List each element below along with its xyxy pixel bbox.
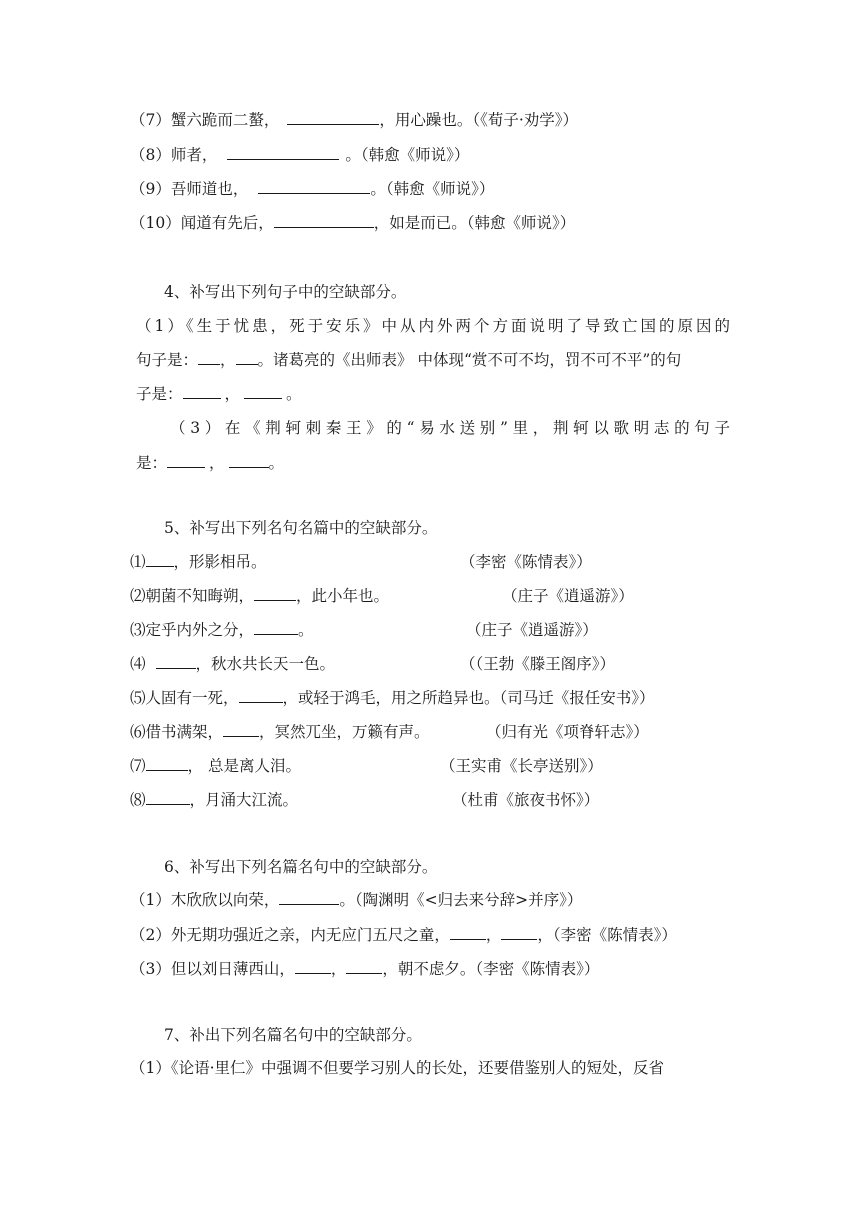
- s5-item-6: ⑹借书满架， ，冥然兀坐，万籁有声。: [130, 723, 430, 741]
- s5-item-1: ⑴ ，形影相吊。: [130, 553, 267, 571]
- blank[interactable]: [287, 109, 379, 125]
- s4-p1-line2: 句子是： ， 。诸葛亮的《出师表》 中体现“赏不可不均，罚不可不平”的句: [136, 351, 682, 369]
- s5-item-7: ⑺ ， 总是离人泪。: [130, 757, 301, 775]
- s5-item-8: ⑻ ，月涌大江流。: [130, 791, 299, 809]
- blank[interactable]: [146, 755, 188, 771]
- s4-p3-line1: （3）在《荆轲刺秦王》的“易水送别”里，荆轲以歌明志的句子: [170, 419, 730, 437]
- blank[interactable]: [346, 958, 382, 974]
- blank[interactable]: [146, 789, 190, 805]
- item-10: （10）闻道有先后， ，如是而已。（韩愈《师说》）: [130, 214, 576, 232]
- section-7-title: 7、补出下列名篇名句中的空缺部分。: [164, 1026, 422, 1044]
- section-6-title: 6、补写出下列名篇名句中的空缺部分。: [164, 858, 438, 876]
- s5-item-3: ⑶定乎内外之分， 。: [130, 621, 314, 639]
- blank[interactable]: [229, 452, 269, 468]
- s6-item-1: （1）木欣欣以向荣， 。（陶渊明《<归去来兮辞>并序》）: [130, 891, 583, 909]
- s7-item-1: （1）《论语·里仁》中强调不但要学习别人的长处，还要借鉴别人的短处，反省: [130, 1059, 665, 1077]
- blank[interactable]: [258, 178, 370, 194]
- s5-item-8-source: （杜甫《旅夜书怀》）: [452, 791, 600, 809]
- s4-p1-line1: （1）《生于忧患，死于安乐》中从内外两个方面说明了导致亡国的原因的: [136, 317, 730, 335]
- blank[interactable]: [156, 653, 196, 669]
- s4-p3-line2: 是： ， 。: [136, 454, 285, 472]
- blank[interactable]: [227, 144, 339, 160]
- s5-item-7-source: （王实甫《长亭送别》）: [440, 757, 603, 775]
- blank[interactable]: [254, 585, 296, 601]
- blank[interactable]: [254, 619, 298, 635]
- blank[interactable]: [236, 349, 258, 365]
- s5-item-1-source: （李密《陈情表》）: [460, 553, 592, 571]
- blank[interactable]: [501, 924, 537, 940]
- s5-item-5: ⑸人固有一死， ，或轻于鸿毛，用之所趋异也。（司马迁《报任安书》）: [130, 689, 655, 707]
- s5-item-6-source: （归有光《项脊轩志》）: [486, 723, 649, 741]
- blank[interactable]: [450, 924, 486, 940]
- item-7: （7）蟹六跪而二螯， ，用心躁也。（《荀子·劝学》）: [130, 111, 579, 129]
- blank[interactable]: [183, 383, 221, 399]
- s4-p1-line3: 子是： ， 。: [136, 385, 302, 403]
- s5-item-2: ⑵朝菌不知晦朔， ，此小年也。: [130, 587, 390, 605]
- blank[interactable]: [244, 383, 282, 399]
- s5-item-4: ⑷ ，秋水共长天一色。: [130, 655, 336, 673]
- s5-item-2-source: （庄子《逍遥游》）: [502, 587, 634, 605]
- blank[interactable]: [223, 721, 259, 737]
- item-8: （8）师者， 。（韩愈《师说》）: [130, 146, 470, 164]
- item-9: （9）吾师道也， 。（韩愈《师说》）: [130, 180, 495, 198]
- section-5-title: 5、补写出下列名句名篇中的空缺部分。: [164, 519, 438, 537]
- blank[interactable]: [167, 452, 205, 468]
- blank[interactable]: [295, 958, 331, 974]
- s6-item-2: （2）外无期功强近之亲，内无应门五尺之童， ， ，（李密《陈情表》）: [130, 926, 677, 944]
- blank[interactable]: [279, 889, 339, 905]
- blank[interactable]: [198, 349, 220, 365]
- blank[interactable]: [146, 551, 174, 567]
- section-4-title: 4、补写出下列句子中的空缺部分。: [164, 283, 407, 301]
- blank[interactable]: [274, 212, 374, 228]
- s5-item-3-source: （庄子《逍遥游》）: [466, 621, 598, 639]
- s5-item-4-source: （（王勃《滕王阁序》）: [460, 655, 616, 673]
- blank[interactable]: [239, 687, 283, 703]
- s6-item-3: （3）但以刘日薄西山， ， ，朝不虑夕。（李密《陈情表》）: [130, 960, 600, 978]
